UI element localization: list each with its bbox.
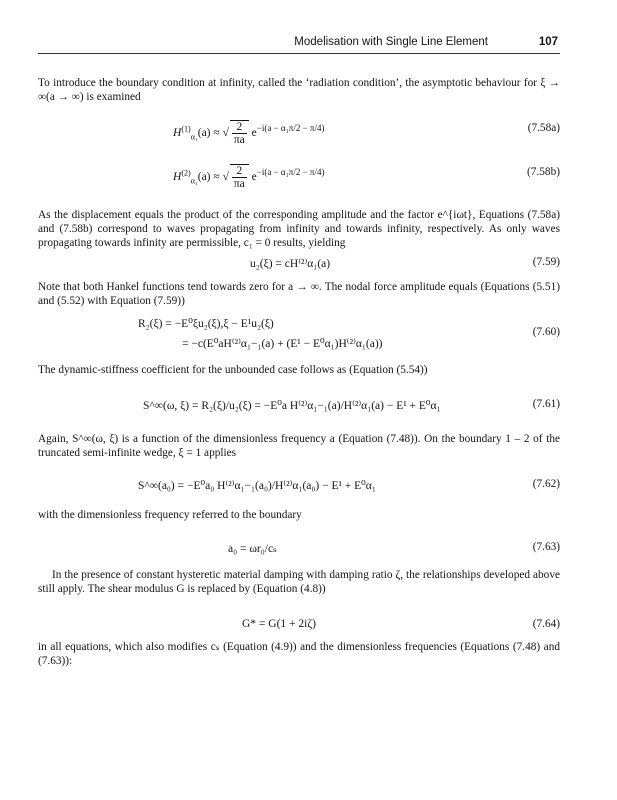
paragraph-hankel-note: Note that both Hankel functions tend towards zero for a → ∞. The nodal force amplitude equals (Equations (5.51) and (5.52) with Equation (7.59)) xyxy=(38,281,560,307)
equation-7-61-body: S^∞(ω, ξ) = R₂(ξ)/u₂(ξ) = −E⁰a H⁽²⁾α₁−₁(a)/H⁽²⁾α₁(a) − E¹ + E⁰α₁ xyxy=(143,400,441,412)
equation-7-59 xyxy=(38,254,560,276)
equation-number: (7.61) xyxy=(532,398,560,410)
equation-7-58b xyxy=(38,158,560,194)
equation-7-64 xyxy=(38,616,560,638)
equation-number: (7.58a) xyxy=(527,122,560,134)
equation-number: (7.60) xyxy=(532,326,560,338)
paragraph-radiation-condition: To introduce the boundary condition at infinity, called the ‘radiation condition’, the asymptotic behaviour for ξ → ∞(a → ∞) is examined xyxy=(38,77,560,103)
paragraph-boundary-frequency: with the dimensionless frequency referred to the boundary xyxy=(38,509,302,521)
equation-7-62 xyxy=(38,466,560,506)
equation-7-60-line2: = −c(E⁰aH⁽²⁾α₁−₁(a) + (E¹ − E⁰α₁)H⁽²⁾α₁(a)) xyxy=(182,338,383,350)
equation-7-62-body: S^∞(a₀) = −E⁰a₀ H⁽²⁾α₁−₁(a₀)/H⁽²⁾α₁(a₀) − E¹ + E⁰α₁ xyxy=(138,480,376,492)
equation-number: (7.62) xyxy=(532,478,560,490)
equation-number: (7.59) xyxy=(532,256,560,268)
equation-7-58b-body: $H^{(2)}_{\alpha_1}(a)$ ≈ √ $\frac{2}{\pi a}$ e−i(a − α₁π/2 − π/4) xyxy=(173,165,325,190)
paragraph-dimensionless-frequency: Again, S^∞(ω, ξ) is a function of the dimensionless frequency a (Equation (7.48)). On the boundary 1 – 2 of the truncated semi-infinite wedge, ξ = 1 applies xyxy=(38,433,560,459)
equation-number: (7.64) xyxy=(532,618,560,630)
equation-7-59-body: u₂(ξ) = cH⁽²⁾α₁(a) xyxy=(250,258,331,270)
paragraph-dynamic-stiffness: The dynamic-stiffness coefficient for the unbounded case follows as (Equation (5.54)) xyxy=(38,364,428,376)
equation-7-61 xyxy=(38,386,560,426)
equation-7-58a xyxy=(38,114,560,150)
equation-7-64-body: G* = G(1 + 2iζ) xyxy=(242,618,316,630)
paragraph-displacement: As the displacement equals the product of the corresponding amplitude and the factor e^{iωt}, Equations (7.58a) and (7.58b) correspond to waves propagating from infinity and towards infinity, respectively. As only waves propagating towards infinity are permissible, c₁ = 0 results, yielding xyxy=(38,209,560,249)
equation-number: (7.58b) xyxy=(527,166,560,178)
equation-7-63-body: a₀ = ωr₀/cₛ xyxy=(228,543,277,555)
equation-number: (7.63) xyxy=(532,541,560,553)
paragraph-damping: In the presence of constant hysteretic material damping with damping ratio ζ, the relationships developed above still apply. The shear modulus G is replaced by (Equation (4.8)) xyxy=(38,569,560,595)
running-header xyxy=(38,36,560,52)
header-rule xyxy=(38,53,560,54)
header-title: Modelisation with Single Line Element xyxy=(294,36,488,48)
equation-7-63 xyxy=(38,533,560,565)
paragraph-modified-shear: in all equations, which also modifies cₛ (Equation (4.9)) and the dimensionless frequencies (Equations (7.48) and (7.63)): xyxy=(38,641,560,667)
equation-7-60 xyxy=(38,314,560,354)
equation-7-60-line1: R₂(ξ) = −E⁰ξu₂(ξ),ξ − E¹u₂(ξ) xyxy=(138,318,274,330)
page-number: 107 xyxy=(538,36,558,48)
equation-7-58a-body: $H^{(1)}_{\alpha_1}(a)$ ≈ √ $\frac{2}{\pi a}$ e−i(a − α₁π/2 − π/4) xyxy=(173,121,325,146)
